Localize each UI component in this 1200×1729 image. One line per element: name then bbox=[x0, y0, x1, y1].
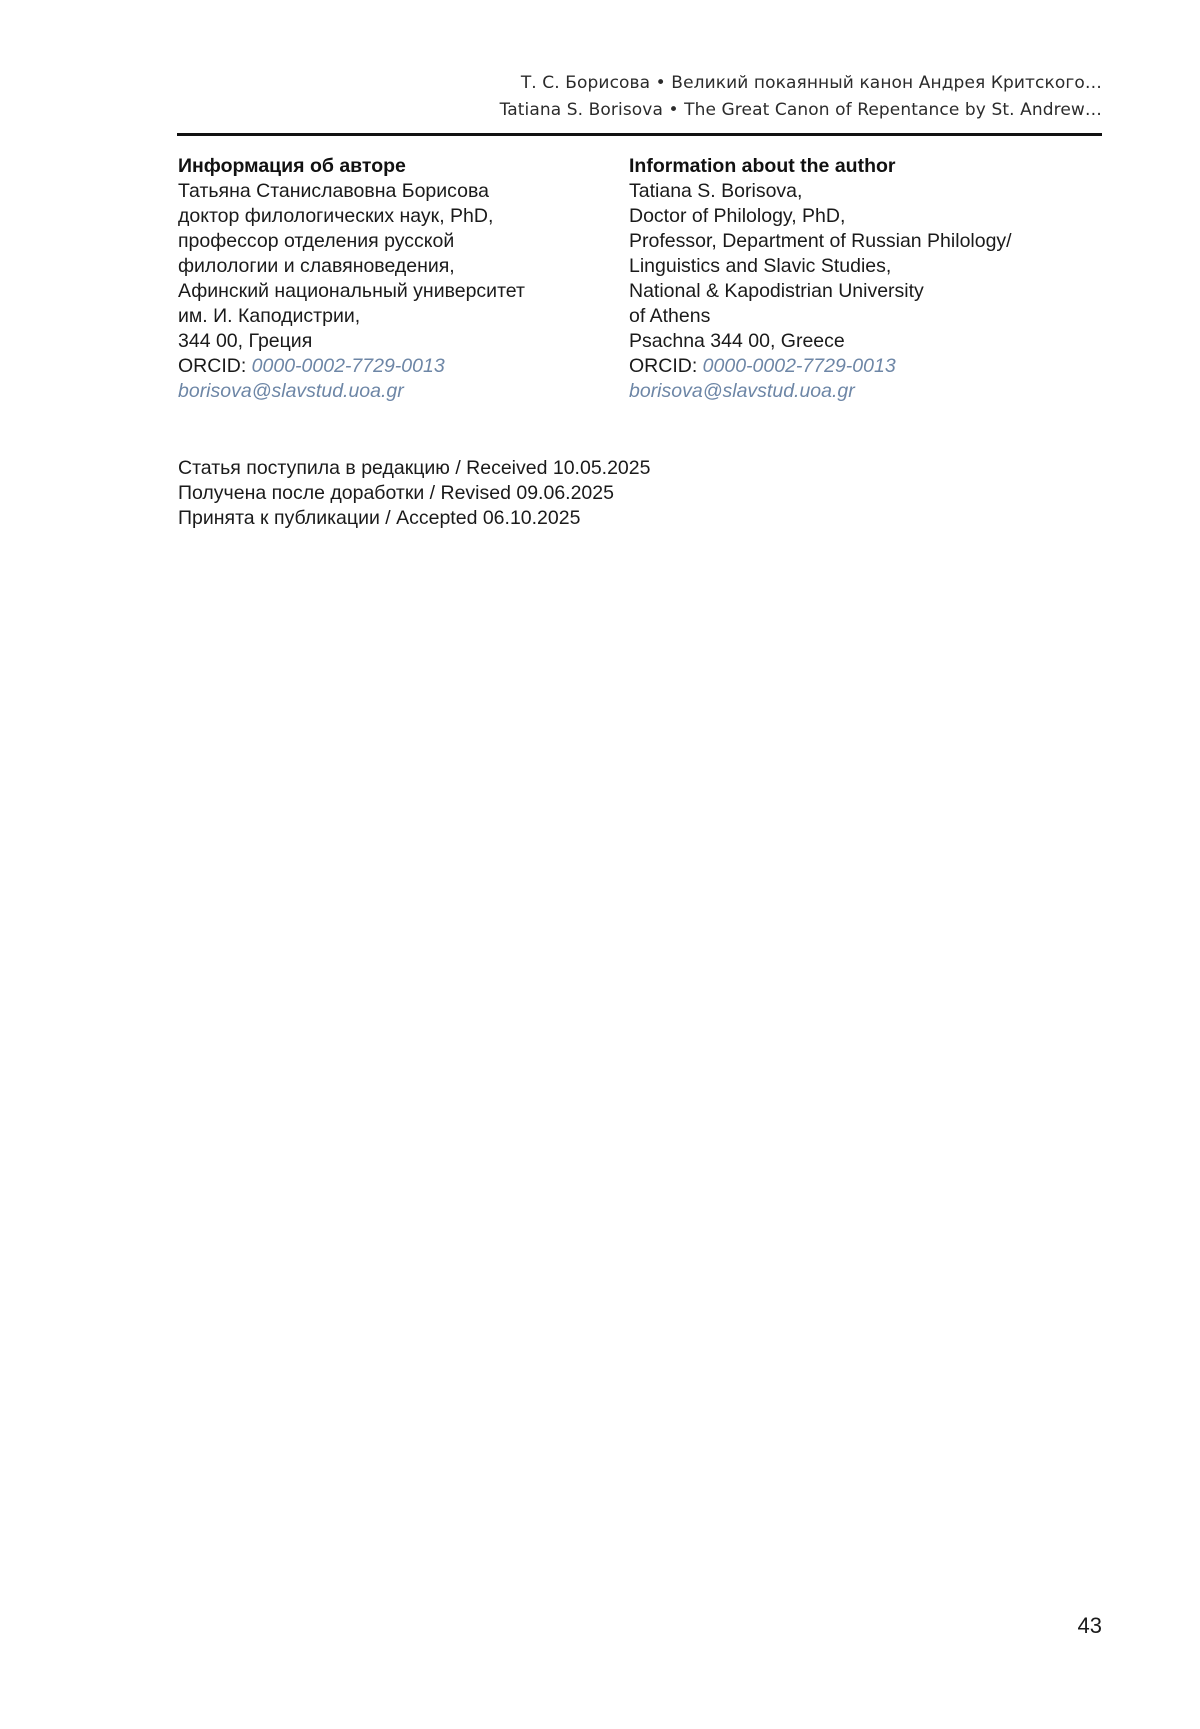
revised-date: Получена после доработки / Revised 09.06.2025 bbox=[178, 482, 614, 504]
orcid-label-ru: ORCID: bbox=[178, 355, 252, 377]
orcid-label-en: ORCID: bbox=[629, 355, 703, 377]
author-name-en: Tatiana S. Borisova, bbox=[629, 180, 803, 202]
author-info-ru bbox=[178, 154, 608, 404]
author-address-en: Psachna 344 00, Greece bbox=[629, 330, 845, 352]
received-date: Статья поступила в редакцию / Received 10.05.2025 bbox=[178, 457, 651, 479]
orcid-link-ru[interactable]: 0000-0002-7729-0013 bbox=[251, 355, 445, 377]
author-info-heading-ru: Информация об авторе bbox=[178, 155, 406, 177]
orcid-line-en bbox=[629, 354, 1109, 379]
orcid-link-en[interactable]: 0000-0002-7729-0013 bbox=[702, 355, 896, 377]
email-link-en[interactable]: borisova@slavstud.uoa.gr bbox=[629, 380, 855, 402]
author-degree-en: Doctor of Philology, PhD, bbox=[629, 205, 846, 227]
author-info-heading-en: Information about the author bbox=[629, 155, 896, 177]
running-head bbox=[172, 70, 1102, 124]
author-position-en-2: Linguistics and Slavic Studies, bbox=[629, 255, 892, 277]
running-head-ru: Т. С. Борисова • Великий покаянный канон Андрея Критского… bbox=[520, 73, 1102, 93]
page-number: 43 bbox=[1077, 1613, 1102, 1638]
author-position-ru-1: профессор отделения русской bbox=[178, 230, 455, 252]
author-university-ru-1: Афинский национальный университет bbox=[178, 280, 525, 302]
author-position-en-1: Professor, Department of Russian Philology/ bbox=[629, 230, 1012, 252]
author-position-ru-2: филологии и славяноведения, bbox=[178, 255, 455, 277]
email-link-ru[interactable]: borisova@slavstud.uoa.gr bbox=[178, 380, 404, 402]
author-university-ru-2: им. И. Каподистрии, bbox=[178, 305, 361, 327]
article-dates bbox=[178, 456, 650, 531]
author-university-en-2: of Athens bbox=[629, 305, 711, 327]
author-name-ru: Татьяна Станиславовна Борисова bbox=[178, 180, 489, 202]
author-university-en-1: National & Kapodistrian University bbox=[629, 280, 924, 302]
author-info-en bbox=[629, 154, 1109, 404]
author-address-ru: 344 00, Греция bbox=[178, 330, 313, 352]
author-degree-ru: доктор филологических наук, PhD, bbox=[178, 205, 494, 227]
header-rule bbox=[177, 133, 1102, 136]
orcid-line-ru bbox=[178, 354, 608, 379]
running-head-en: Tatiana S. Borisova • The Great Canon of Repentance by St. Andrew… bbox=[499, 100, 1102, 120]
accepted-date: Принята к публикации / Accepted 06.10.2025 bbox=[178, 507, 581, 529]
